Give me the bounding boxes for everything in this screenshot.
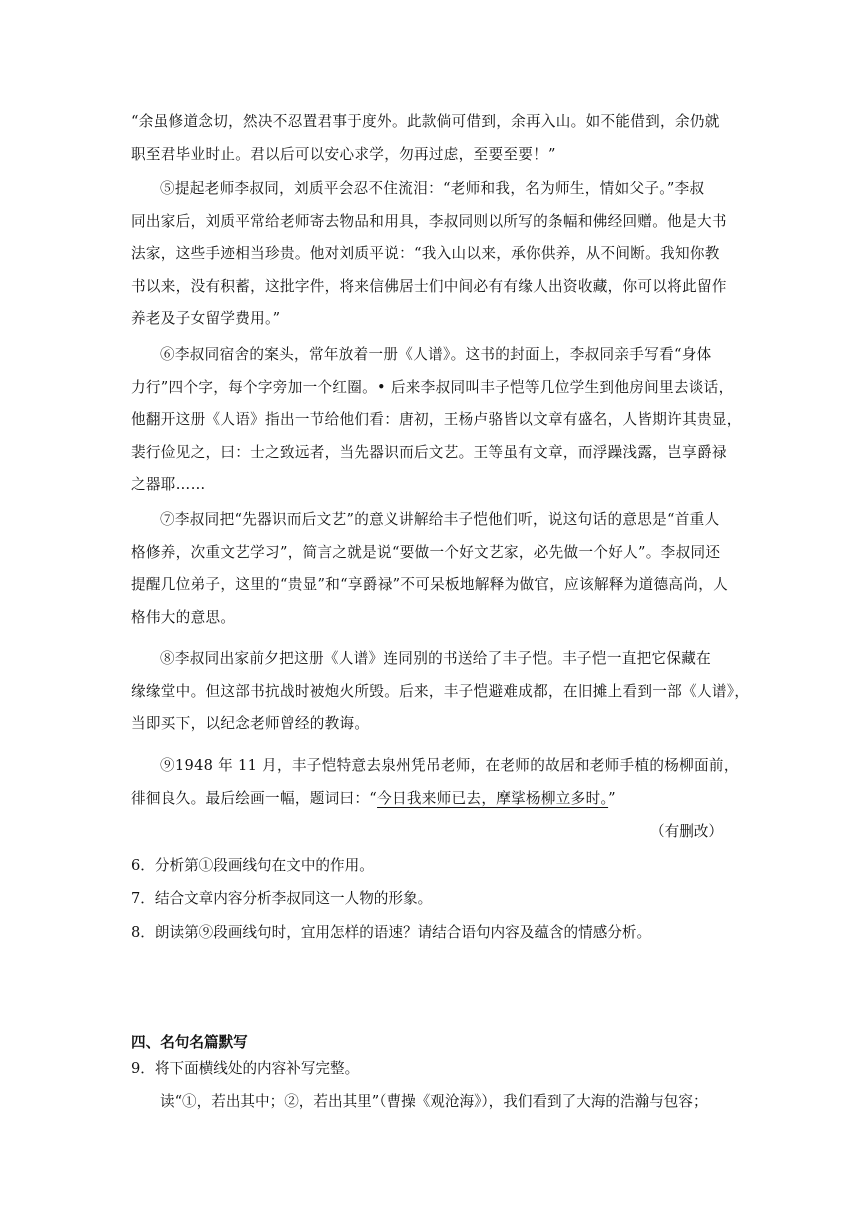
text-line: 他翻开这册《人语》指出一节给他们看：唐初，王杨卢骆皆以文章有盛名，人皆期许其贵显，: [131, 411, 742, 428]
paragraph-9: [131, 750, 739, 815]
question-9: 9．将下面横线处的内容补写完整。: [131, 1060, 360, 1077]
text-line: ⑦李叔同把“先器识而后文艺”的意义讲解给丰子恺他们听，说这句话的意思是“首重人: [160, 511, 720, 528]
text-line: [131, 783, 731, 816]
edit-note: （有删改）: [650, 823, 723, 840]
underlined-quote: 今日我来师已去，摩挲杨柳立多时。: [377, 789, 609, 807]
paragraph-letter-quote: [131, 106, 731, 171]
section-heading: 四、名句名篇默写: [131, 1034, 248, 1051]
question-7: 7．结合文章内容分析李叔同这一人物的形象。: [131, 890, 433, 907]
text-line: “余虽修道念切，然决不忍置君事于度外。此款倘可借到，余再入山。如不能借到，余仍就: [131, 113, 720, 130]
question-9-text: 读“①，若出其中；②，若出其里”（曹操《观沧海》），我们看到了大海的浩瀚与包容；: [160, 1093, 708, 1110]
text-line: 之器耶……: [131, 476, 206, 493]
text-line: ⑧李叔同出家前夕把这册《人谱》连同别的书送给了丰子恺。丰子恺一直把它保藏在: [160, 650, 712, 667]
paragraph-7: [131, 504, 731, 634]
text-segment: ”: [608, 789, 616, 807]
text-segment: 徘徊良久。最后绘画一幅，题词曰：“: [131, 789, 378, 807]
text-line: 职至君毕业时止。君以后可以安心求学，勿再过虑，至要至要！”: [131, 145, 556, 163]
text-line: ⑥李叔同宿舍的案头，常年放着一册《人谱》。这书的封面上，李叔同亲手写看“身体: [160, 346, 712, 363]
text-line: 缘缘堂中。但这部书抗战时被炮火所毁。后来，丰子恺避难成都，在旧摊上看到一部《人谱》，: [131, 682, 750, 700]
text-line: 当即买下，以纪念老师曾经的教诲。: [131, 715, 370, 732]
text-line: 力行”四个字，每个字旁加一个红圈。• 后来李叔同叫丰子恺等几位学生到他房间里去谈话，: [131, 378, 734, 396]
question-8: 8．朗读第⑨段画线句时，宜用怎样的语速？请结合语句内容及蕴含的情感分析。: [131, 924, 652, 941]
text-line: 同出家后，刘质平常给老师寄去物品和用具，李叔同则以所写的条幅和佛经回赠。他是大书: [131, 212, 727, 230]
text-line: ⑤提起老师李叔同，刘质平会忍不住流泪：“老师和我，名为师生，情如父子。”李叔: [160, 180, 705, 197]
text-line: 裴行俭见之，曰：士之致远者，当先器识而后文艺。王等虽有文章，而浮躁浅露，岂享爵禄: [131, 443, 727, 461]
text-line: 书以来，没有积蓄，这批字件，将来信佛居士们中间必有有缘人出资收藏，你可以将此留作: [131, 277, 727, 295]
paragraph-8: [131, 643, 750, 741]
text-line: ⑨1948 年 11 月，丰子恺特意去泉州凭吊老师，在老师的故居和老师手植的杨柳面前，: [160, 757, 739, 774]
paragraph-5: [131, 173, 731, 336]
text-line: 提醒几位弟子，这里的“贵显”和“享爵禄”不可呆板地解释为做官，应该解释为道德高尚，人: [131, 576, 729, 593]
text-line: 法家，这些手迹相当珍贵。他对刘质平说：“我入山以来，承你供养，从不间断。我知你教: [131, 245, 720, 262]
paragraph-6: [131, 339, 742, 502]
text-line: 格修养，次重文艺学习”，简言之就是说“要做一个好文艺家，必先做一个好人”。李叔同还: [131, 543, 721, 561]
question-6: 6．分析第①段画线句在文中的作用。: [131, 857, 374, 874]
text-line: 养老及子女留学费用。”: [131, 310, 281, 327]
text-line: 格伟大的意思。: [131, 608, 236, 626]
